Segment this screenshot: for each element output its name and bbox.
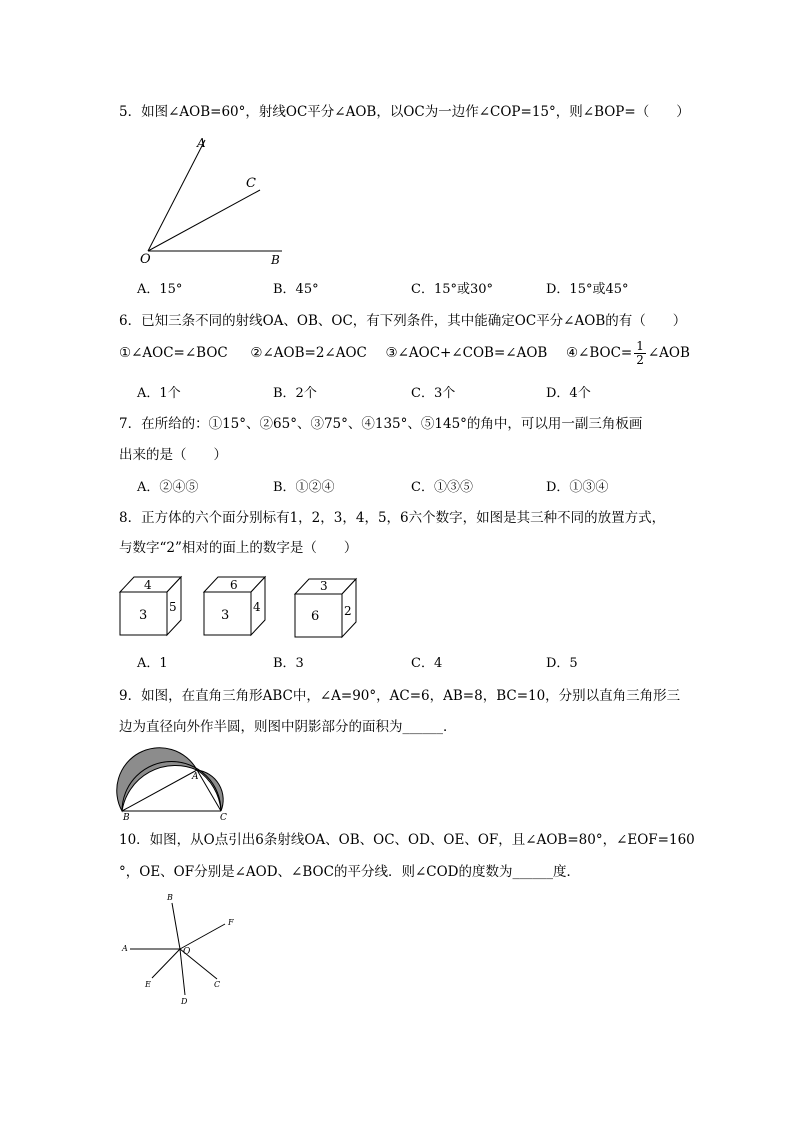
q10-label-e: E	[145, 980, 151, 989]
q6-condition-4-prefix: ④∠BOC=	[565, 345, 633, 361]
q9-stem-line2: 边为直径向外作半圆，则图中阴影部分的面积为______．	[119, 719, 457, 735]
q5-option-c: C．15°或30°	[411, 282, 494, 297]
q5-label-b: B	[271, 253, 280, 267]
q6-condition-2: ②∠AOB=2∠AOC	[250, 345, 367, 361]
q10-label-o: O	[183, 947, 191, 957]
q6-stem: 6．已知三条不同的射线OA、OB、OC，有下列条件，其中能确定OC平分∠AOB的有（ ）	[119, 313, 687, 329]
q5-option-a: A．15°	[137, 282, 183, 297]
q7-option-b: B．①②④	[273, 480, 335, 495]
q8-cube-1	[118, 574, 188, 640]
cube-front-number: 6	[311, 609, 320, 624]
q8-option-a: A．1	[137, 656, 168, 671]
q7-option-a: A．②④⑤	[137, 480, 199, 495]
q6-condition-3: ③∠AOC+∠COB=∠AOB	[385, 345, 548, 361]
q8-cube-3	[293, 576, 363, 642]
q7-stem-line1: 7．在所给的：①15°、②65°、③75°、④135°、⑤145°的角中，可以用一副三角板画	[119, 416, 643, 432]
cube-front-number: 3	[139, 608, 148, 623]
q8-cube-2	[202, 574, 272, 640]
q10-label-b: B	[167, 893, 173, 902]
q6-option-c: C．3个	[411, 386, 456, 401]
q10-label-c: C	[214, 980, 221, 989]
cube-side-number: 5	[169, 600, 177, 614]
q9-stem-line1: 9．如图，在直角三角形ABC中，∠A=90°，AC=6，AB=8，BC=10，分别以直角三角形三	[119, 688, 681, 704]
q6-conditions	[119, 336, 690, 370]
q5-label-c: C	[246, 176, 256, 191]
q5-angle-figure	[135, 130, 295, 270]
q5-stem: 5．如图∠AOB=60°，射线OC平分∠AOB，以OC为一边作∠COP=15°，则∠BOP=（ ）	[119, 104, 690, 120]
cube-front-number: 3	[221, 608, 230, 623]
fraction-numerator: 1	[636, 339, 644, 353]
q10-stem-line2: °，OE、OF分别是∠AOD、∠BOC的平分线．则∠COD的度数为______度．	[119, 864, 580, 880]
q6-option-d: D．4个	[546, 386, 591, 401]
q5-label-a: A	[197, 136, 206, 150]
cube-side-number: 2	[344, 604, 352, 618]
q6-option-a: A．1个	[137, 386, 181, 401]
cube-side-number: 4	[253, 600, 261, 614]
cube-top-number: 4	[144, 578, 152, 592]
q10-stem-line1: 10．如图，从O点引出6条射线OA、OB、OC、OD、OE、OF，且∠AOB=80°，∠EOF=160	[119, 832, 695, 848]
q8-option-c: C．4	[411, 656, 443, 671]
q8-stem-line2: 与数字“2”相对的面上的数字是（ ）	[119, 540, 358, 556]
q10-label-d: D	[181, 997, 188, 1006]
q5-option-b: B．45°	[273, 282, 319, 297]
q7-stem-line2: 出来的是（ ）	[119, 447, 227, 463]
fraction-denominator: 2	[636, 353, 644, 367]
q10-label-a: A	[122, 944, 128, 953]
q5-option-d: D．15°或45°	[546, 282, 629, 297]
q8-option-d: D．5	[546, 656, 578, 671]
q8-option-b: B．3	[273, 656, 304, 671]
q6-condition-1: ①∠AOC=∠BOC	[119, 345, 228, 361]
q7-option-d: D．①③④	[546, 480, 609, 495]
q5-label-o: O	[140, 252, 151, 267]
q6-condition-4-fraction	[634, 340, 646, 367]
cube-top-number: 6	[230, 578, 238, 592]
q10-rays-figure	[115, 888, 245, 1008]
q7-option-c: C．①③⑤	[411, 480, 473, 495]
q9-label-b: B	[123, 813, 130, 821]
cube-top-number: 3	[320, 579, 328, 593]
q6-option-b: B．2个	[273, 386, 317, 401]
q8-stem-line1: 8．正方体的六个面分别标有1，2，3，4，5，6六个数字，如图是其三种不同的放置方式，	[119, 510, 666, 526]
q9-semicircles-figure	[115, 743, 250, 821]
q10-label-f: F	[228, 918, 234, 927]
q9-label-c: C	[220, 813, 227, 821]
q9-label-a: A	[192, 772, 199, 782]
q6-condition-4-suffix: ∠AOB	[647, 345, 690, 361]
